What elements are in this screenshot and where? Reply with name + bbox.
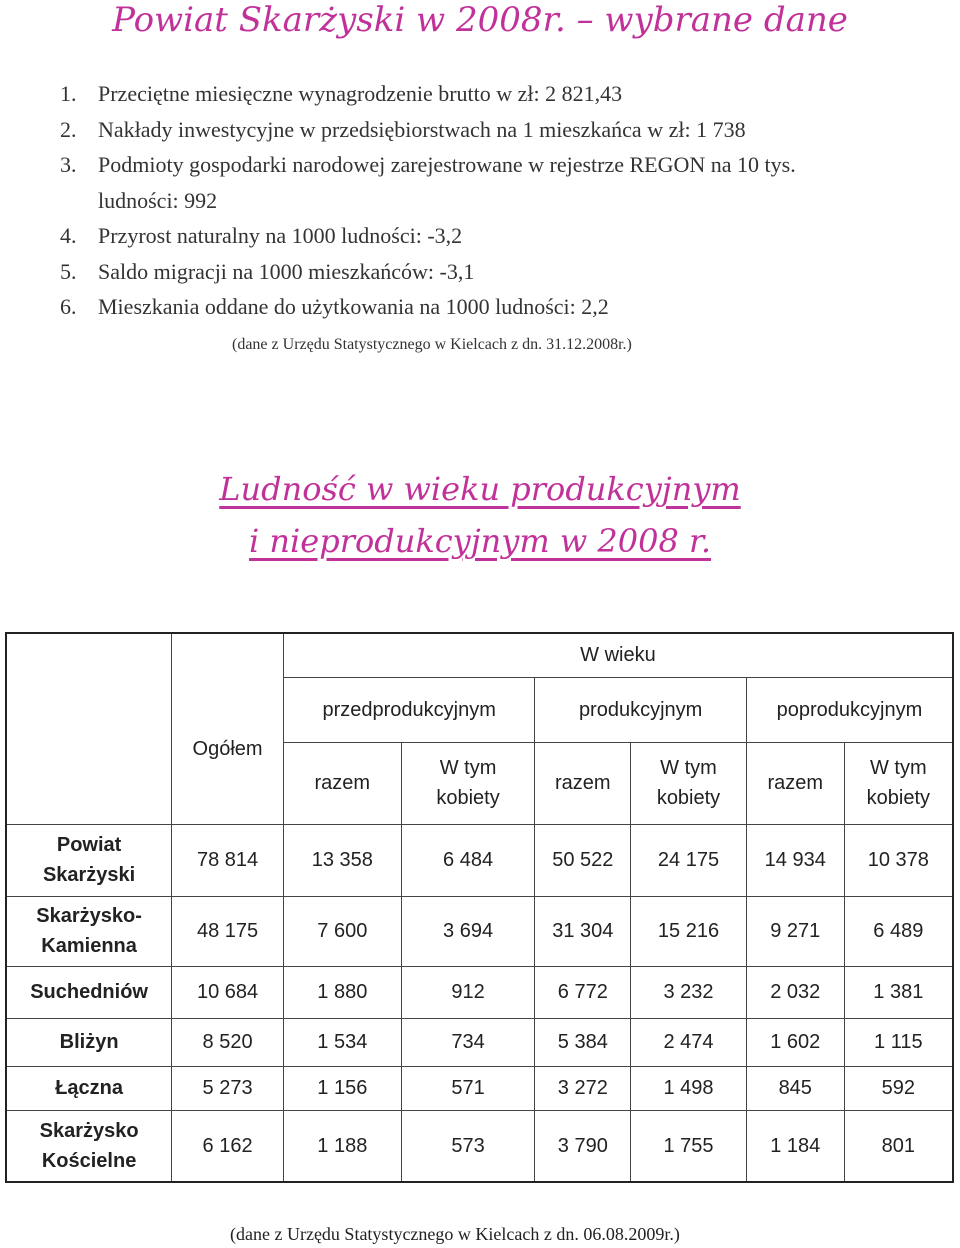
section-title: Ludność w wieku produkcyjnym [219,470,741,508]
header-women [631,742,747,824]
table-cell: 5 273 [172,1066,284,1110]
table-row [6,1066,953,1110]
table-cell: 3 790 [535,1110,631,1182]
table-cell: 6 162 [172,1110,284,1182]
table-cell: 3 272 [535,1066,631,1110]
row-label-line: Skarżysko- [36,905,142,927]
table-cell: 1 602 [746,1018,844,1066]
header-women-line: kobiety [436,787,500,809]
list-item-number: 5. [60,258,77,284]
header-group: poprodukcyjnym [746,677,953,742]
header-women-line: W tym [660,757,717,779]
row-label-line: Powiat [56,834,122,856]
list-item [60,218,940,254]
table-cell: 1 880 [283,966,401,1018]
table-cell: 10 378 [844,824,953,896]
page-title: Powiat Skarżyski w 2008r. – wybrane dane [112,0,848,40]
source-note: (dane z Urzędu Statystycznego w Kielcach z dn. 31.12.2008r.) [232,336,632,353]
table-cell: 48 175 [172,896,284,966]
table-body [6,824,953,1182]
row-label-line: Bliżyn [59,1031,119,1053]
row-label [6,1110,172,1182]
table-cell: 573 [401,1110,535,1182]
row-label-line: Łączna [55,1077,123,1099]
table-cell: 24 175 [631,824,747,896]
table-cell: 78 814 [172,824,284,896]
table-cell: 3 694 [401,896,535,966]
corner-cell [6,633,172,824]
list-item-number: 1. [60,81,77,106]
table-cell: 5 384 [535,1018,631,1066]
table-cell: 50 522 [535,824,631,896]
row-label [6,966,172,1018]
list-item-text: Mieszkania oddane do użytkowania na 1000 ludności: 2,2 [98,294,609,319]
list-item [60,76,940,112]
list-item-text: Przeciętne miesięczne wynagrodzenie brutto w zł: 2 821,43 [98,81,623,106]
list-item [60,147,940,218]
table-cell: 9 271 [746,896,844,966]
table-cell: 2 474 [631,1018,747,1066]
row-label [6,1018,172,1066]
table-cell: 14 934 [746,824,844,896]
table-cell: 1 188 [283,1110,401,1182]
header-women-line: W tym [870,757,927,779]
section-title: i nieprodukcyjnym w 2008 r. [249,522,711,560]
row-label [6,824,172,896]
table-cell: 912 [401,966,535,1018]
list-item [60,254,940,290]
header-row [6,633,953,677]
header-razem: razem [746,742,844,824]
table-cell: 3 232 [631,966,747,1018]
table-cell: 734 [401,1018,535,1066]
table-cell: 6 489 [844,896,953,966]
source-note: (dane z Urzędu Statystycznego w Kielcach z dn. 06.08.2009r.) [230,1224,680,1244]
table-cell: 1 755 [631,1110,747,1182]
header-group: produkcyjnym [535,677,746,742]
list-item-number: 2. [60,116,77,142]
table-cell: 801 [844,1110,953,1182]
table-row [6,824,953,896]
table-cell: 1 115 [844,1018,953,1066]
row-label-line: Skarżyski [42,864,136,886]
table-cell: 1 534 [283,1018,401,1066]
list-item [60,112,940,148]
table-cell: 1 498 [631,1066,747,1110]
population-table [5,632,954,1183]
table-cell: 571 [401,1066,535,1110]
table-row [6,1018,953,1066]
header-razem: razem [535,742,631,824]
list-item-number: 3. [60,152,77,177]
list-item-text: Przyrost naturalny na 1000 ludności: -3,2 [98,223,463,248]
table-cell: 15 216 [631,896,747,966]
row-label-line: Kościelne [41,1149,137,1172]
table-cell: 6 484 [401,824,535,896]
header-women-line: W tym [439,757,497,779]
list-item-number: 4. [60,223,77,248]
list-item [60,289,940,325]
table-cell: 2 032 [746,966,844,1018]
statistics-list [60,76,940,325]
header-group: przedprodukcyjnym [283,677,535,742]
header-women-line: kobiety [866,787,931,809]
table-cell: 592 [844,1066,953,1110]
table-cell: 7 600 [283,896,401,966]
table-row [6,966,953,1018]
header-razem: razem [283,742,401,824]
table-cell: 6 772 [535,966,631,1018]
list-item-text: Podmioty gospodarki narodowej zarejestrowane w rejestrze REGON na 10 tys. ludności: 992 [98,152,796,213]
table-cell: 31 304 [535,896,631,966]
row-label [6,896,172,966]
table-cell: 13 358 [283,824,401,896]
header-women [844,742,953,824]
header-women-line: kobiety [656,787,721,809]
list-item-text: Saldo migracji na 1000 mieszkańców: -3,1 [98,258,475,284]
table-cell: 10 684 [172,966,284,1018]
list-item-number: 6. [60,294,77,319]
table-row [6,896,953,966]
table-cell: 1 381 [844,966,953,1018]
row-label-line: Suchedniów [30,981,148,1003]
table-cell: 845 [746,1066,844,1110]
row-label-line: Kamienna [41,935,137,957]
row-label-line: Skarżysko [39,1119,139,1142]
table-cell: 1 156 [283,1066,401,1110]
list-item-text: Nakłady inwestycyjne w przedsiębiorstwach na 1 mieszkańca w zł: 1 738 [98,116,746,142]
table-cell: 1 184 [746,1110,844,1182]
header-total: Ogółem [172,633,284,824]
table-row [6,1110,953,1182]
header-women [401,742,535,824]
table-cell: 8 520 [172,1018,284,1066]
row-label [6,1066,172,1110]
header-age: W wieku [283,633,953,677]
